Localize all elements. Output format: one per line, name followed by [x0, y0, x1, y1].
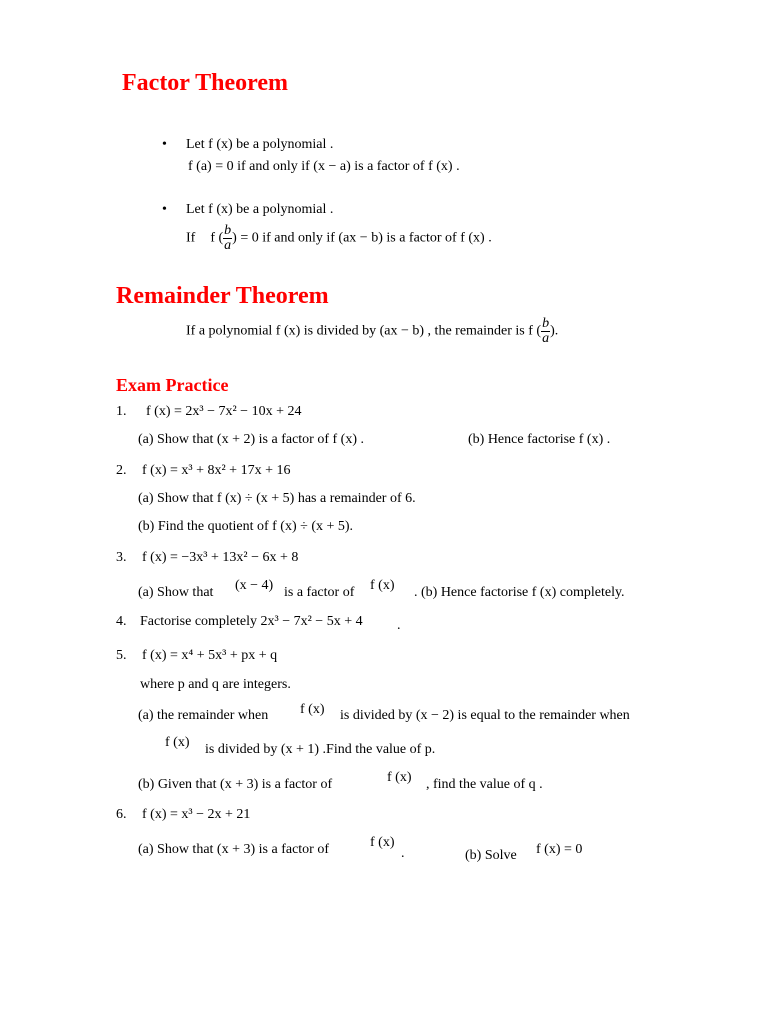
q5-part-b-end: , find the value of q .: [426, 777, 543, 792]
q1-number: 1.: [116, 404, 127, 419]
q6-equation: f (x) = 0: [536, 842, 583, 857]
factor-bullet1-line1: Let f (x) be a polynomial .: [186, 137, 334, 152]
q3-part-b: . (b) Hence factorise f (x) completely.: [414, 585, 625, 600]
q5-part-a-end: is divided by (x + 1) .Find the value of p.: [205, 742, 436, 757]
factor-bullet2-line2: [186, 224, 492, 253]
q5-fx-3: f (x): [387, 770, 412, 785]
q2-function: f (x) = x³ + 8x² + 17x + 16: [142, 463, 291, 478]
bullet-icon: •: [162, 137, 167, 152]
q6-period: .: [401, 846, 405, 861]
remainder-theorem-statement: If a polynomial f (x) is divided by (ax − b) , the remainder is f ( $\frac{b}{a}$ ).: [186, 316, 559, 346]
factor-theorem-title: Factor Theorem: [122, 70, 288, 96]
fraction-b-over-a: $\frac{b}{a}$: [224, 223, 232, 253]
q3-factor-text: is a factor of: [284, 585, 355, 600]
if-text: If: [186, 230, 196, 246]
q2-number: 2.: [116, 463, 127, 478]
q3-function: f (x) = −3x³ + 13x² − 6x + 8: [142, 550, 299, 565]
q4-number: 4.: [116, 614, 127, 629]
q2-part-b: (b) Find the quotient of f (x) ÷ (x + 5).: [138, 519, 354, 534]
q4-text: Factorise completely 2x³ − 7x² − 5x + 4: [140, 614, 363, 629]
q5-where: where p and q are integers.: [140, 677, 291, 692]
q3-fx: f (x): [370, 578, 395, 593]
q6-part-b: (b) Solve: [465, 848, 517, 863]
factor-bullet2-line1: Let f (x) be a polynomial .: [186, 202, 334, 217]
q6-part-a: (a) Show that (x + 3) is a factor of: [138, 842, 330, 857]
bullet-icon: •: [162, 202, 167, 217]
q5-function: f (x) = x⁴ + 5x³ + px + q: [142, 648, 278, 663]
factor-bullet1-line2: f (a) = 0 if and only if (x − a) is a factor of f (x) .: [188, 159, 460, 174]
q1-part-a: (a) Show that (x + 2) is a factor of f (x) .: [138, 432, 364, 447]
q1-function: f (x) = 2x³ − 7x² − 10x + 24: [146, 404, 302, 419]
q6-number: 6.: [116, 807, 127, 822]
q5-fx-1: f (x): [300, 702, 325, 717]
fraction-b-over-a: $\frac{b}{a}$: [542, 316, 550, 346]
q2-part-a: (a) Show that f (x) ÷ (x + 5) has a remainder of 6.: [138, 491, 416, 506]
q5-part-b-prefix: (b) Given that (x + 3) is a factor of: [138, 777, 333, 792]
q5-number: 5.: [116, 648, 127, 663]
exam-practice-title: Exam Practice: [116, 375, 229, 395]
q1-part-b: (b) Hence factorise f (x) .: [468, 432, 611, 447]
q6-function: f (x) = x³ − 2x + 21: [142, 807, 251, 822]
q4-period: .: [397, 618, 401, 633]
q6-fx: f (x): [370, 835, 395, 850]
f-close: ) = 0 if and only if (ax − b) is a factor of f (x) .: [232, 230, 492, 246]
q3-factor: (x − 4): [235, 578, 274, 593]
q3-number: 3.: [116, 550, 127, 565]
q3-part-a-prefix: (a) Show that: [138, 585, 214, 600]
q5-part-a-middle: is divided by (x − 2) is equal to the remainder when: [340, 708, 630, 723]
remainder-theorem-title: Remainder Theorem: [116, 283, 329, 309]
q5-fx-2: f (x): [165, 735, 190, 750]
f-open: f (: [210, 230, 224, 246]
q5-part-a-prefix: (a) the remainder when: [138, 708, 269, 723]
